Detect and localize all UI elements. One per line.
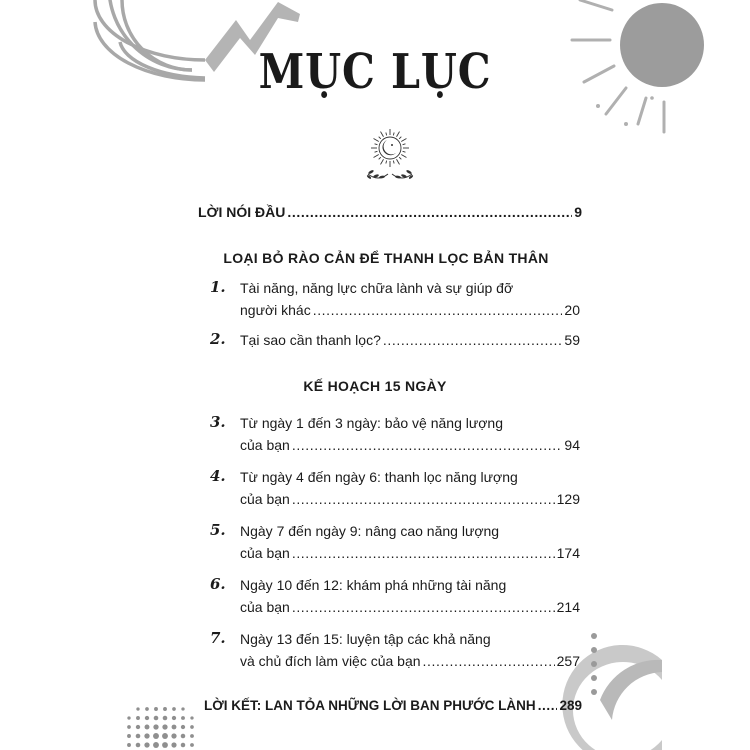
entry-page: 94 [564, 437, 580, 453]
dot-leader [423, 653, 555, 669]
dot-leader [292, 437, 563, 453]
dot-leader [538, 698, 558, 713]
dot-leader [383, 332, 563, 348]
toc-entry-chapter-4 [240, 491, 580, 507]
chapter-number: 3. [210, 413, 226, 431]
dot-leader [313, 302, 563, 318]
chapter-title-line1: Từ ngày 4 đến ngày 6: thanh lọc năng lượng [240, 469, 518, 485]
page-title: MỤC LỤC [258, 44, 492, 100]
section-heading-part2: KẾ HOẠCH 15 NGÀY [303, 378, 447, 394]
toc-entry-chapter-7 [240, 653, 580, 669]
entry-page: 289 [559, 698, 582, 713]
toc-entry-chapter-5 [240, 545, 580, 561]
chapter-title-line1: Ngày 7 đến ngày 9: nâng cao năng lượng [240, 523, 500, 539]
entry-page: 129 [556, 491, 580, 507]
entry-page: 9 [574, 204, 582, 220]
chapter-title-line2: của bạn [240, 599, 290, 615]
entry-label: LỜI KẾT: LAN TỎA NHỮNG LỜI BAN PHƯỚC LÀNH [204, 698, 536, 713]
entry-page: 20 [564, 302, 580, 318]
toc-entry-intro [198, 204, 582, 220]
dot-leader [292, 599, 555, 615]
chapter-title-line1: Ngày 13 đến 15: luyện tập các khả năng [240, 631, 491, 647]
moon-sun-emblem-icon [360, 124, 420, 186]
toc-entry-closing [204, 698, 582, 713]
chapter-number: 1. [210, 278, 226, 296]
toc-entry-chapter-2 [240, 332, 580, 348]
dot-leader [292, 491, 555, 507]
toc-entry-chapter-3 [240, 437, 580, 453]
chapter-number: 5. [210, 521, 226, 539]
chapter-title-line2: của bạn [240, 545, 290, 561]
chapter-number: 7. [210, 629, 226, 647]
entry-page: 257 [556, 653, 580, 669]
entry-page: 59 [564, 332, 580, 348]
dot-leader [292, 545, 555, 561]
entry-label: LỜI NÓI ĐẦU [198, 204, 286, 220]
dot-leader [287, 204, 572, 220]
dotted-line-decoration [591, 633, 597, 695]
entry-page: 214 [556, 599, 580, 615]
chapter-title-line2: và chủ đích làm việc của bạn [240, 653, 421, 669]
chapter-title-line2: của bạn [240, 491, 290, 507]
section-heading-part1: LOẠI BỎ RÀO CẢN ĐỂ THANH LỌC BẢN THÂN [223, 250, 549, 266]
chapter-number: 4. [210, 467, 226, 485]
chapter-number: 6. [210, 575, 226, 593]
chapter-title-line2: của bạn [240, 437, 290, 453]
halftone-dots-decoration [127, 707, 194, 748]
toc-entry-chapter-6 [240, 599, 580, 615]
entry-page: 174 [556, 545, 580, 561]
chapter-number: 2. [210, 330, 226, 348]
chapter-title-line1: Ngày 10 đến 12: khám phá những tài năng [240, 577, 507, 593]
chapter-title: Tại sao cần thanh lọc? [240, 332, 381, 348]
chapter-title-line2: người khác [240, 302, 311, 318]
toc-entry-chapter-1 [240, 302, 580, 318]
chapter-title-line1: Từ ngày 1 đến 3 ngày: bảo vệ năng lượng [240, 415, 503, 431]
chapter-title-line1: Tài năng, năng lực chữa lành và sự giúp đỡ [240, 280, 514, 296]
